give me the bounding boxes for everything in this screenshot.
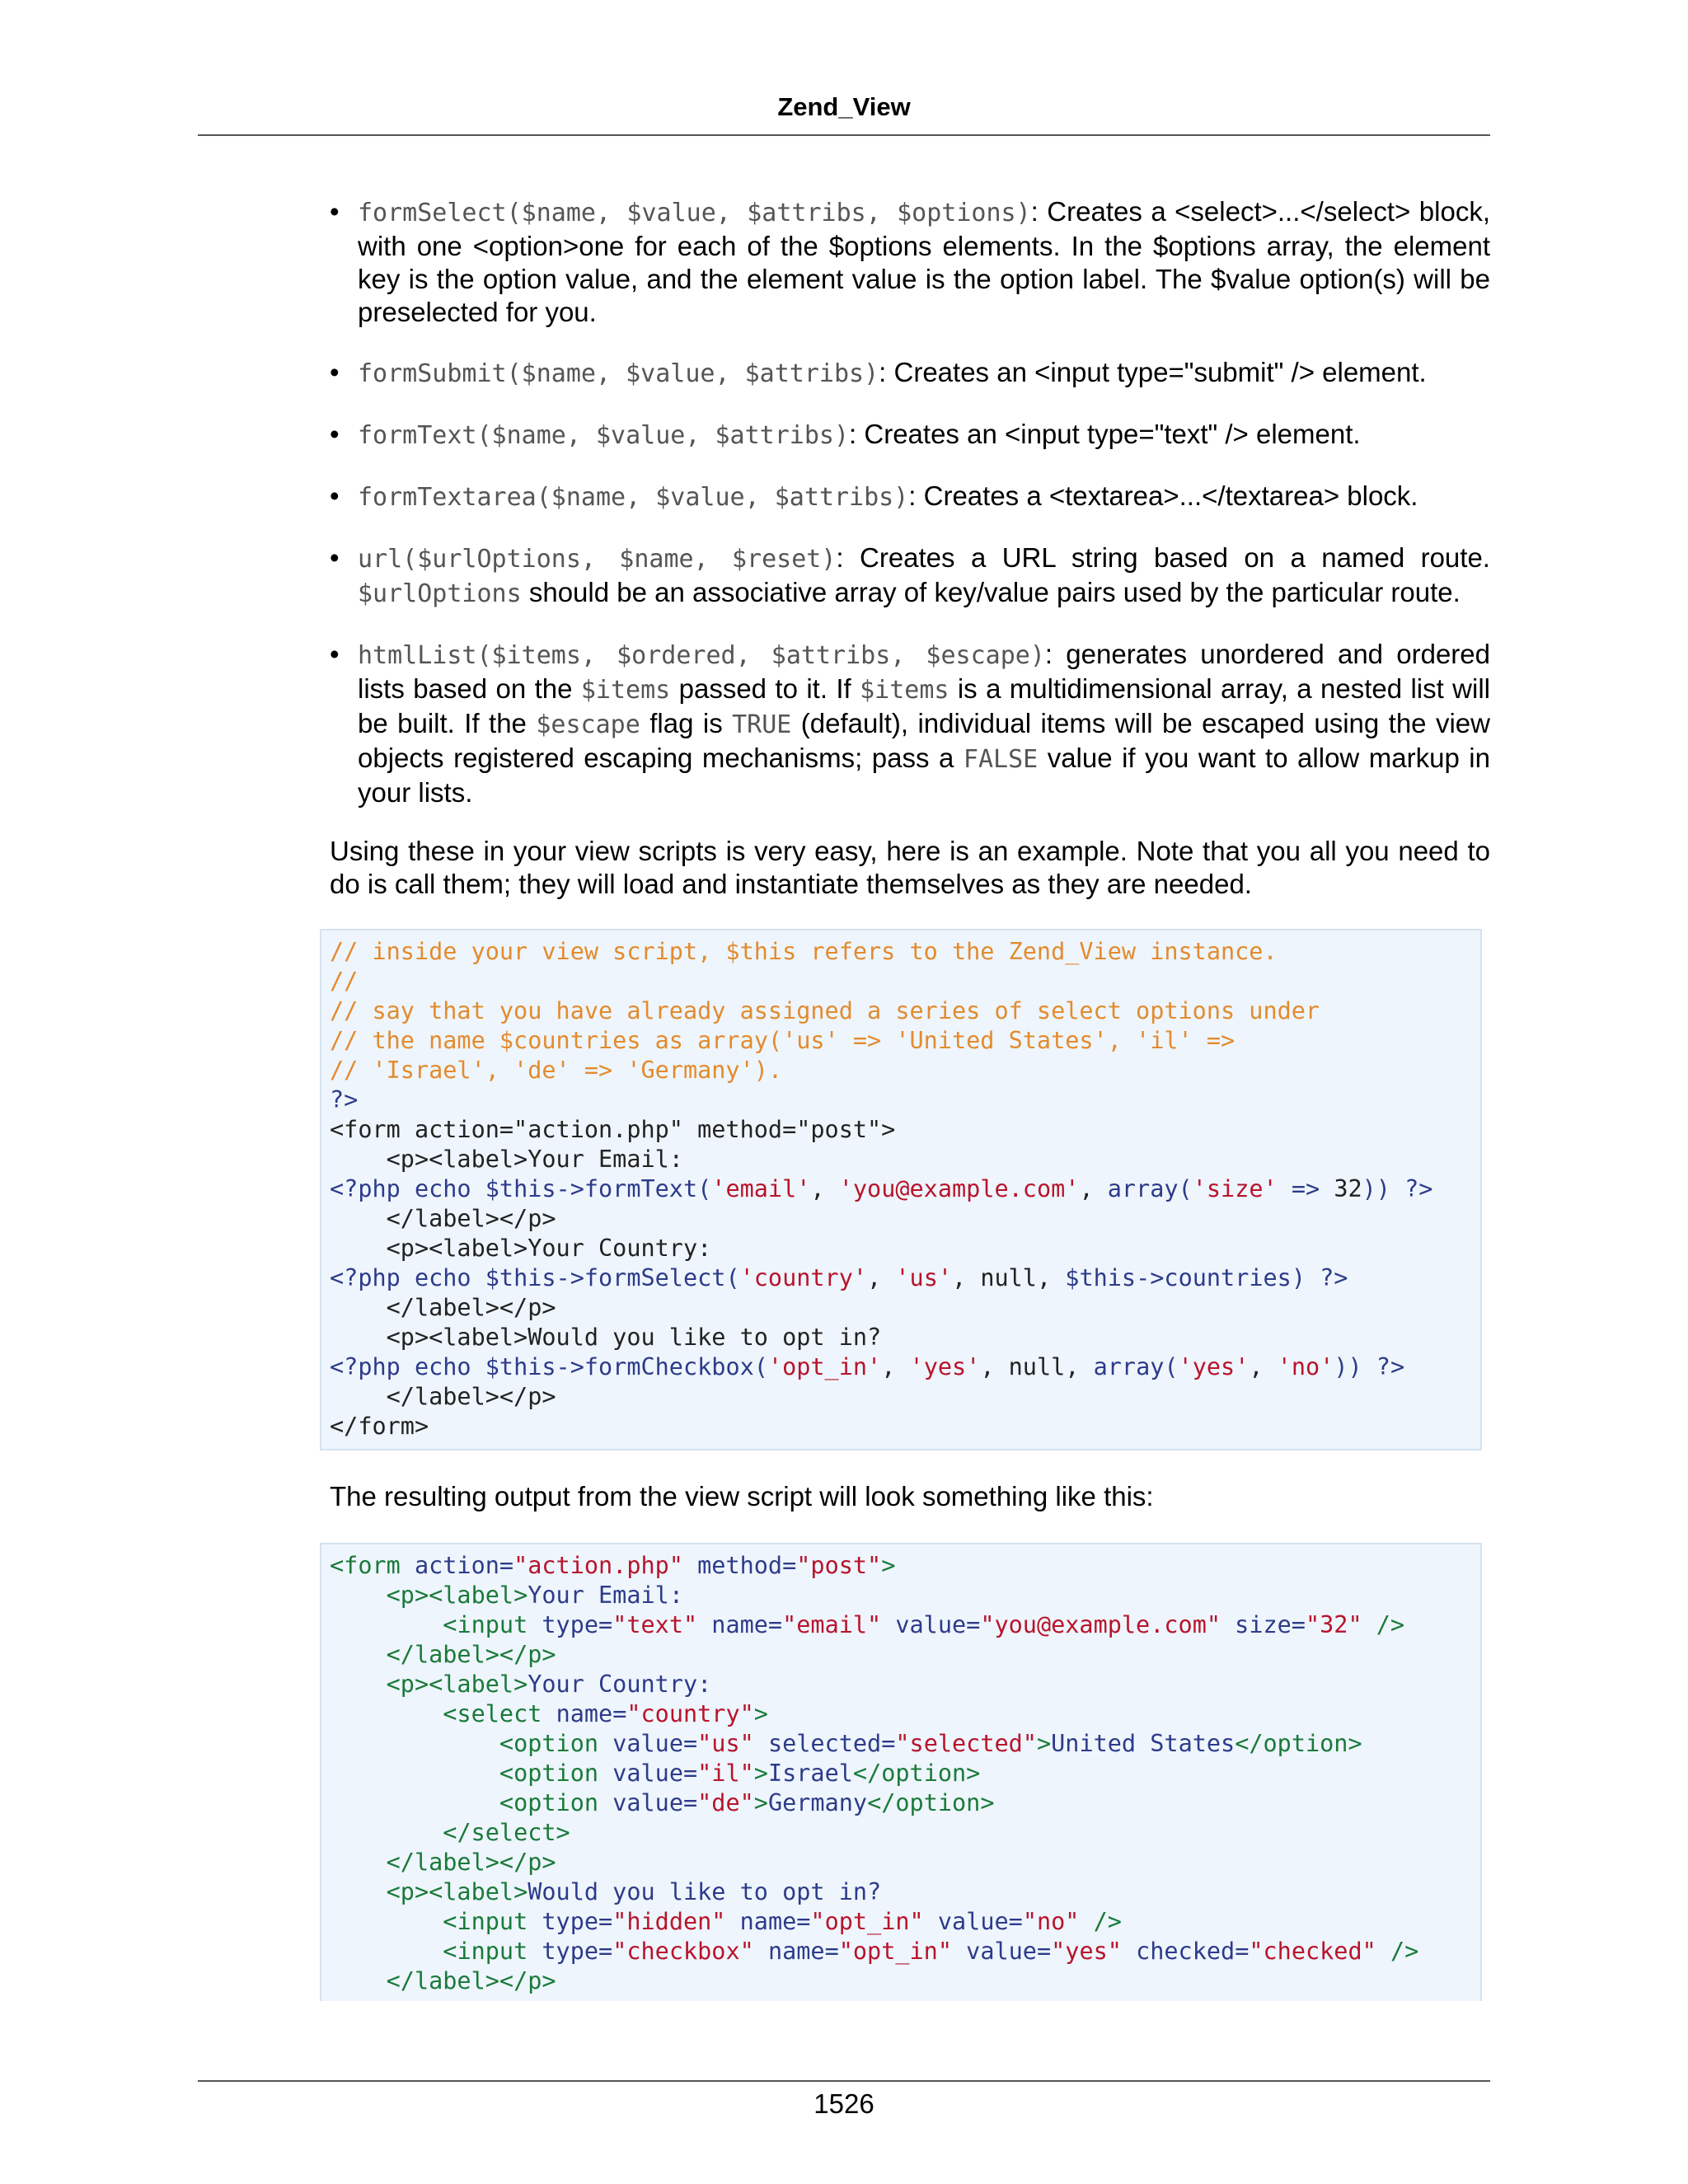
inline-code: $escape <box>536 710 640 739</box>
code-token <box>330 1700 443 1727</box>
code-line <box>330 996 1472 1026</box>
function-description: : Creates a URL string based on a named route. <box>836 542 1490 573</box>
code-token: "32" <box>1305 1611 1362 1638</box>
function-description-cont: should be an associative array of key/value pairs used by the particular route. <box>521 577 1461 607</box>
code-token: </label></p> <box>330 1205 556 1232</box>
function-signature: htmlList($items, $ordered, $attribs, $escape) <box>358 641 1045 670</box>
php-code-example <box>320 929 1482 1451</box>
code-token: "us" <box>697 1730 754 1757</box>
code-token: 'country' <box>739 1264 868 1291</box>
list-item-form-select <box>330 195 1490 329</box>
code-token <box>330 1730 499 1757</box>
function-signature: formText($name, $value, $attribs) <box>358 421 850 450</box>
code-token: </option> <box>867 1789 995 1816</box>
code-token: </label></p> <box>330 1383 556 1410</box>
code-token: , <box>1249 1353 1278 1380</box>
code-token: </label></p> <box>330 1294 556 1321</box>
code-token: 'no' <box>1277 1353 1334 1380</box>
code-token: value= <box>881 1611 981 1638</box>
code-token: "country" <box>626 1700 754 1727</box>
code-token: "checked" <box>1249 1938 1376 1965</box>
function-description: : Creates a <textarea>...</textarea> block. <box>908 480 1418 511</box>
function-description: : Creates an <input type="text" /> element. <box>849 419 1361 449</box>
page-number: 1526 <box>814 2088 874 2119</box>
bullet-glyph: • <box>330 419 340 449</box>
list-item-form-submit <box>330 356 1490 391</box>
code-token <box>330 1967 387 1994</box>
code-token: // the name $countries as array('us' => 'United States', 'il' => <box>330 1027 1236 1054</box>
code-token: "you@example.com" <box>980 1611 1221 1638</box>
code-line <box>330 1610 1472 1640</box>
code-token: "text" <box>612 1611 698 1638</box>
page-header-title: Zend_View <box>777 92 911 121</box>
list-item-form-text <box>330 418 1490 452</box>
inline-code: FALSE <box>963 745 1039 774</box>
list-item-html-list <box>330 638 1490 809</box>
code-token: <?php echo <box>330 1264 485 1291</box>
list-item-url <box>330 541 1490 611</box>
code-token: <option <box>499 1789 613 1816</box>
code-line <box>330 1145 1472 1174</box>
inline-code: $items <box>580 676 671 705</box>
code-line <box>330 1699 1472 1729</box>
code-token: "opt_in" <box>838 1938 953 1965</box>
code-token: $this->formSelect( <box>485 1264 740 1291</box>
code-line <box>330 1026 1472 1056</box>
description-part: : generates unordered and ordered lists based on the <box>358 639 1490 704</box>
description-part: passed to it. If <box>670 673 860 704</box>
code-token: <?php echo <box>330 1175 485 1202</box>
html-output-example <box>320 1543 1482 2001</box>
function-signature: formSubmit($name, $value, $attribs) <box>358 359 879 388</box>
code-line <box>330 1640 1472 1670</box>
code-token: 'yes' <box>909 1353 981 1380</box>
code-token <box>330 1641 387 1668</box>
code-token: "yes" <box>1051 1938 1122 1965</box>
code-token: /> <box>1362 1611 1405 1638</box>
code-token: , <box>881 1353 910 1380</box>
code-token: <p><label>Would you like to opt in? <box>330 1324 882 1351</box>
code-token: $this->countries) ?> <box>1065 1264 1348 1291</box>
description-part: (default), individual items will be escaped using the view objects registered escaping mechanisms; pass a <box>358 708 1490 773</box>
code-token: // <box>330 968 359 995</box>
code-line <box>330 1670 1472 1699</box>
bullet-glyph: • <box>330 480 340 511</box>
code-line <box>330 1937 1472 1966</box>
code-token: , <box>810 1175 839 1202</box>
code-token: <?php echo <box>330 1353 485 1380</box>
code-token: <p><label> <box>386 1671 528 1698</box>
code-token: // 'Israel', 'de' => 'Germany'). <box>330 1057 783 1084</box>
code-token: , null, <box>980 1353 1094 1380</box>
code-token: <input <box>443 1611 542 1638</box>
code-token <box>330 1582 387 1609</box>
code-token: <p><label>Your Email: <box>330 1146 683 1173</box>
intro-paragraph: Using these in your view scripts is very easy, here is an example. Note that you all you need to do is call them; they will load and instantiate themselves as they are needed. <box>330 836 1490 899</box>
footer-rule <box>198 2080 1490 2082</box>
code-token: "checkbox" <box>612 1938 754 1965</box>
code-token <box>330 1611 443 1638</box>
code-token: <p><label> <box>386 1878 528 1905</box>
code-line <box>330 1848 1472 1877</box>
code-token: <p><label> <box>386 1582 528 1609</box>
code-token: <option <box>499 1730 613 1757</box>
function-description: : Creates a <select>...</select> block, with one <option>one for each of the $options elements. In the $options array, the element key is the option value, and the element value is the option label. The $value option(s) will be preselected for you. <box>358 196 1490 327</box>
function-signature: formSelect($name, $value, $attribs, $options) <box>358 199 1031 227</box>
bullet-glyph: • <box>330 542 340 573</box>
code-token <box>330 1760 499 1787</box>
code-token: <option <box>499 1760 613 1787</box>
code-token: // say that you have already assigned a series of select options under <box>330 997 1320 1024</box>
code-token: )) ?> <box>1362 1175 1433 1202</box>
code-token: )) ?> <box>1334 1353 1405 1380</box>
code-token: value= <box>923 1908 1023 1935</box>
code-token: 'opt_in' <box>767 1353 882 1380</box>
code-token: , null, <box>952 1264 1066 1291</box>
code-token: Your Email: <box>528 1582 683 1609</box>
code-line <box>330 1204 1472 1234</box>
code-token: $this->formCheckbox( <box>485 1353 768 1380</box>
description-part: flag is <box>640 708 733 738</box>
code-token: array( <box>1107 1175 1193 1202</box>
code-token <box>330 1671 387 1698</box>
code-token: name= <box>753 1938 839 1965</box>
code-token: 'yes' <box>1178 1353 1250 1380</box>
code-line <box>330 1293 1472 1323</box>
code-line <box>330 1412 1472 1441</box>
page-content <box>330 195 1490 2001</box>
code-line <box>330 1382 1472 1412</box>
code-token: <p><label>Your Country: <box>330 1235 712 1262</box>
code-token <box>330 1908 443 1935</box>
code-token: <form <box>330 1552 415 1579</box>
code-line <box>330 1966 1472 1996</box>
code-token: selected= <box>753 1730 896 1757</box>
code-token: method= <box>682 1552 797 1579</box>
code-token: Your Country: <box>528 1671 712 1698</box>
code-line <box>330 1085 1472 1115</box>
code-token: </option> <box>852 1760 981 1787</box>
code-token: <select <box>443 1700 556 1727</box>
code-line <box>330 1877 1472 1907</box>
code-token: action= <box>414 1552 514 1579</box>
code-token: > <box>753 1789 768 1816</box>
code-token: Germany <box>767 1789 868 1816</box>
code-token: "de" <box>697 1789 754 1816</box>
code-token: United States <box>1051 1730 1236 1757</box>
inline-code: $urlOptions <box>358 579 522 608</box>
code-token: 32 <box>1334 1175 1362 1202</box>
bullet-glyph: • <box>330 357 340 387</box>
inline-code: TRUE <box>732 710 792 739</box>
code-token: size= <box>1221 1611 1306 1638</box>
code-token: , <box>1079 1175 1108 1202</box>
code-token: "opt_in" <box>810 1908 924 1935</box>
code-token: 'us' <box>895 1264 953 1291</box>
code-token: , <box>867 1264 896 1291</box>
description-part: value if you want to allow markup in your lists. <box>358 743 1490 808</box>
code-token: // inside your view script, $this refers to the Zend_View instance. <box>330 938 1278 965</box>
code-token: 'size' <box>1192 1175 1278 1202</box>
code-line <box>330 1788 1472 1818</box>
code-token: </option> <box>1235 1730 1362 1757</box>
code-token: </label></p> <box>386 1849 556 1876</box>
code-token: "action.php" <box>513 1552 683 1579</box>
list-item-form-textarea <box>330 480 1490 514</box>
code-token: value= <box>952 1938 1052 1965</box>
code-line <box>330 1234 1472 1263</box>
code-token: /> <box>1376 1938 1419 1965</box>
code-token <box>330 1819 443 1846</box>
code-token: => <box>1277 1175 1334 1202</box>
code-token: Israel <box>767 1760 853 1787</box>
code-token: 'email' <box>711 1175 811 1202</box>
code-line <box>330 1907 1472 1937</box>
code-line <box>330 967 1472 996</box>
code-token: 'you@example.com' <box>838 1175 1080 1202</box>
code-token: "email" <box>782 1611 882 1638</box>
code-token: "post" <box>796 1552 882 1579</box>
code-token: <input <box>443 1938 542 1965</box>
description-part: is a multidimensional array, a nested list will be built. If the <box>358 673 1490 738</box>
code-token: </label></p> <box>386 1967 556 1994</box>
code-token: <input <box>443 1908 542 1935</box>
code-token: type= <box>542 1938 613 1965</box>
function-description: : Creates an <input type="submit" /> element. <box>879 357 1427 387</box>
code-line <box>330 1352 1472 1382</box>
code-line <box>330 1323 1472 1352</box>
code-line <box>330 1263 1472 1293</box>
output-paragraph: The resulting output from the view script will look something like this: <box>330 1481 1154 1511</box>
inline-code: $items <box>860 676 950 705</box>
code-token: value= <box>612 1760 698 1787</box>
code-token: $this->formText( <box>485 1175 712 1202</box>
code-token <box>330 1789 499 1816</box>
code-token: checked= <box>1121 1938 1250 1965</box>
code-line <box>330 1115 1472 1145</box>
header-rule <box>198 134 1490 136</box>
code-token: </label></p> <box>386 1641 556 1668</box>
code-token: Would you like to opt in? <box>528 1878 882 1905</box>
code-line <box>330 1581 1472 1610</box>
code-token: name= <box>697 1611 783 1638</box>
code-token <box>330 1849 387 1876</box>
code-token: value= <box>612 1789 698 1816</box>
code-token: array( <box>1093 1353 1179 1380</box>
code-token: > <box>1036 1730 1052 1757</box>
code-token: ?> <box>330 1086 359 1113</box>
code-token: type= <box>542 1611 613 1638</box>
code-token: </form> <box>330 1413 429 1440</box>
code-line <box>330 1729 1472 1759</box>
code-line <box>330 1056 1472 1085</box>
function-signature: formTextarea($name, $value, $attribs) <box>358 483 909 512</box>
code-token: > <box>881 1552 896 1579</box>
code-token: "selected" <box>895 1730 1037 1757</box>
code-line <box>330 1818 1472 1848</box>
code-token: > <box>753 1700 768 1727</box>
code-token <box>330 1878 387 1905</box>
code-line <box>330 1759 1472 1788</box>
code-token <box>330 1938 443 1965</box>
bullet-glyph: • <box>330 639 340 669</box>
code-token: "no" <box>1022 1908 1080 1935</box>
code-token: "hidden" <box>612 1908 726 1935</box>
function-signature: url($urlOptions, $name, $reset) <box>358 545 837 574</box>
code-token: </select> <box>443 1819 570 1846</box>
code-token: "il" <box>697 1760 754 1787</box>
code-token: /> <box>1079 1908 1122 1935</box>
code-line <box>330 1174 1472 1204</box>
code-token: value= <box>612 1730 698 1757</box>
code-token: type= <box>542 1908 613 1935</box>
bullet-glyph: • <box>330 196 340 227</box>
code-token: <form action="action.php" method="post"> <box>330 1116 896 1143</box>
code-line <box>330 937 1472 967</box>
code-token: name= <box>725 1908 811 1935</box>
code-line <box>330 1551 1472 1581</box>
helper-list <box>330 195 1490 809</box>
code-token: name= <box>556 1700 627 1727</box>
code-token: > <box>753 1760 768 1787</box>
